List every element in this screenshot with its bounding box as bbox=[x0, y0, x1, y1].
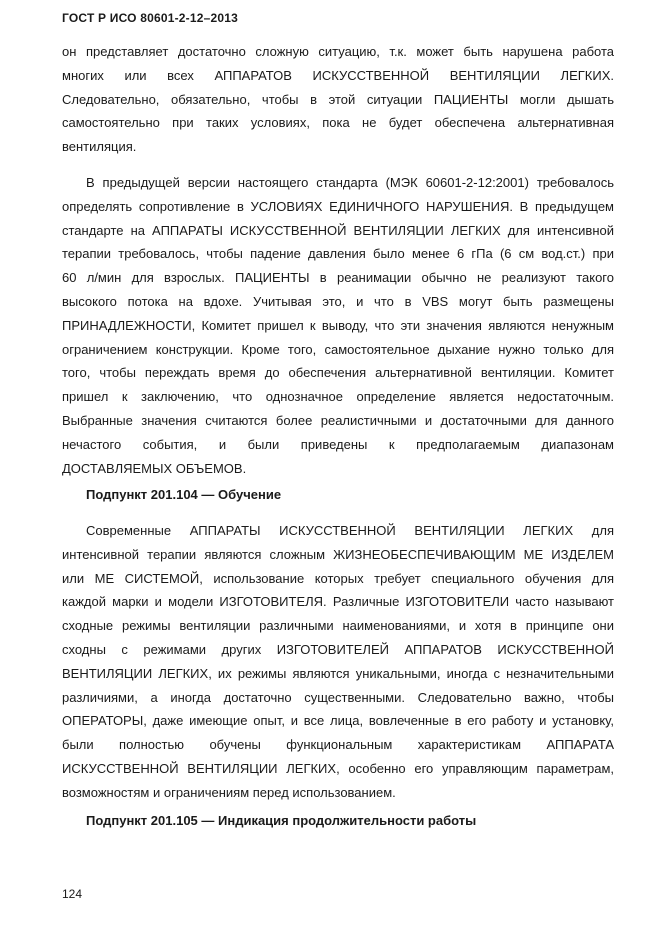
paragraph-line: стандарте на АППАРАТЫ ИСКУССТВЕННОЙ ВЕНТИЛЯЦИИ ЛЕГКИХ для интенсивной bbox=[62, 222, 614, 238]
section-heading-201-105: Подпункт 201.105 — Индикация продолжительности работы bbox=[86, 813, 477, 828]
paragraph-line: В предыдущей версии настоящего стандарта (МЭК 60601-2-12:2001) требовалось bbox=[86, 175, 614, 190]
section-heading-201-104: Подпункт 201.104 — Обучение bbox=[86, 487, 282, 502]
paragraph-line: вентиляция. bbox=[62, 139, 137, 155]
paragraph-line: самостоятельно при таких условиях, пока не будет обеспечена альтернативная bbox=[62, 115, 614, 131]
paragraph-line: Следовательно, обязательно, чтобы в этой ситуации ПАЦИЕНТЫ могли дышать bbox=[62, 91, 614, 107]
paragraph-line: ДОСТАВЛЯЕМЫХ ОБЪЕМОВ. bbox=[62, 460, 247, 476]
paragraph-line: ограничением конструкции. Кроме того, самостоятельное дыхание нужно только для bbox=[62, 341, 614, 357]
paragraph-line: интенсивной терапии являются сложным ЖИЗНЕОБЕСПЕЧИВАЮЩИМ МЕ ИЗДЕЛЕМ bbox=[62, 546, 614, 562]
paragraph-line: ПРИНАДЛЕЖНОСТИ, Комитет пришел к выводу, что эти значения являются ненужным bbox=[62, 317, 614, 333]
paragraph-line: определять сопротивление в УСЛОВИЯХ ЕДИНИЧНОГО НАРУШЕНИЯ. В предыдущем bbox=[62, 198, 614, 214]
paragraph-line: возможностям и ограничениям перед использованием. bbox=[62, 784, 396, 800]
paragraph-line: 60 л/мин для взрослых. ПАЦИЕНТЫ в реанимации обычно не реализуют такого bbox=[62, 270, 614, 286]
paragraph-line: Современные АППАРАТЫ ИСКУССТВЕННОЙ ВЕНТИЛЯЦИИ ЛЕГКИХ для bbox=[86, 523, 614, 538]
paragraph-line: были полностью обучены функциональным характеристикам АППАРАТА bbox=[62, 737, 614, 753]
paragraph-1 bbox=[62, 40, 614, 159]
paragraph-line: ИСКУССТВЕННОЙ ВЕНТИЛЯЦИИ ЛЕГКИХ, особенно его управляющим параметрам, bbox=[62, 760, 614, 776]
paragraph-line: пришел к заключению, что однозначное определение является недостаточным. bbox=[62, 389, 614, 405]
paragraph-line: того, чтобы переждать время до обеспечения альтернативной вентиляции. Комитет bbox=[62, 365, 614, 381]
paragraph-line: сходны с режимами других ИЗГОТОВИТЕЛЕЙ АППАРАТОВ ИСКУССТВЕННОЙ bbox=[62, 641, 614, 657]
paragraph-line: сходные режимы вентиляции различными наименованиями, и хотя в принципе они bbox=[62, 618, 614, 634]
standard-header: ГОСТ Р ИСО 80601-2-12–2013 bbox=[62, 11, 238, 25]
paragraph-line: высокого потока на вдохе. Учитывая это, и что в VBS могут быть размещены bbox=[62, 293, 614, 309]
paragraph-line: он представляет достаточно сложную ситуацию, т.к. может быть нарушена работа bbox=[62, 44, 614, 59]
paragraph-line: Выбранные значения считаются более реалистичными и достаточными для данного bbox=[62, 412, 614, 428]
paragraph-line: ВЕНТИЛЯЦИИ ЛЕГКИХ, их режимы являются уникальными, иногда с незначительными bbox=[62, 665, 614, 681]
page-number: 124 bbox=[62, 887, 83, 901]
paragraph-2 bbox=[62, 171, 614, 480]
paragraph-line: или МЕ СИСТЕМОЙ, использование которых требует специального обучения для bbox=[62, 570, 614, 586]
paragraph-line: терапии требовалось, чтобы падение давления было менее 6 гПа (6 см вод.ст.) при bbox=[62, 246, 614, 262]
paragraph-3 bbox=[62, 519, 614, 805]
paragraph-line: нечастого события, и были приведены к предполагаемым диапазонам bbox=[62, 436, 614, 452]
paragraph-line: ОПЕРАТОРЫ, даже имеющие опыт, и все лица, вовлеченные в его работу и установку, bbox=[62, 713, 614, 729]
paragraph-line: многих или всех АППАРАТОВ ИСКУССТВЕННОЙ ВЕНТИЛЯЦИИ ЛЕГКИХ. bbox=[62, 67, 614, 83]
paragraph-line: различиями, а иногда достаточно существенными. Следовательно важно, чтобы bbox=[62, 689, 614, 705]
paragraph-line: каждой марки и модели ИЗГОТОВИТЕЛЯ. Различные ИЗГОТОВИТЕЛИ часто называют bbox=[62, 594, 614, 610]
